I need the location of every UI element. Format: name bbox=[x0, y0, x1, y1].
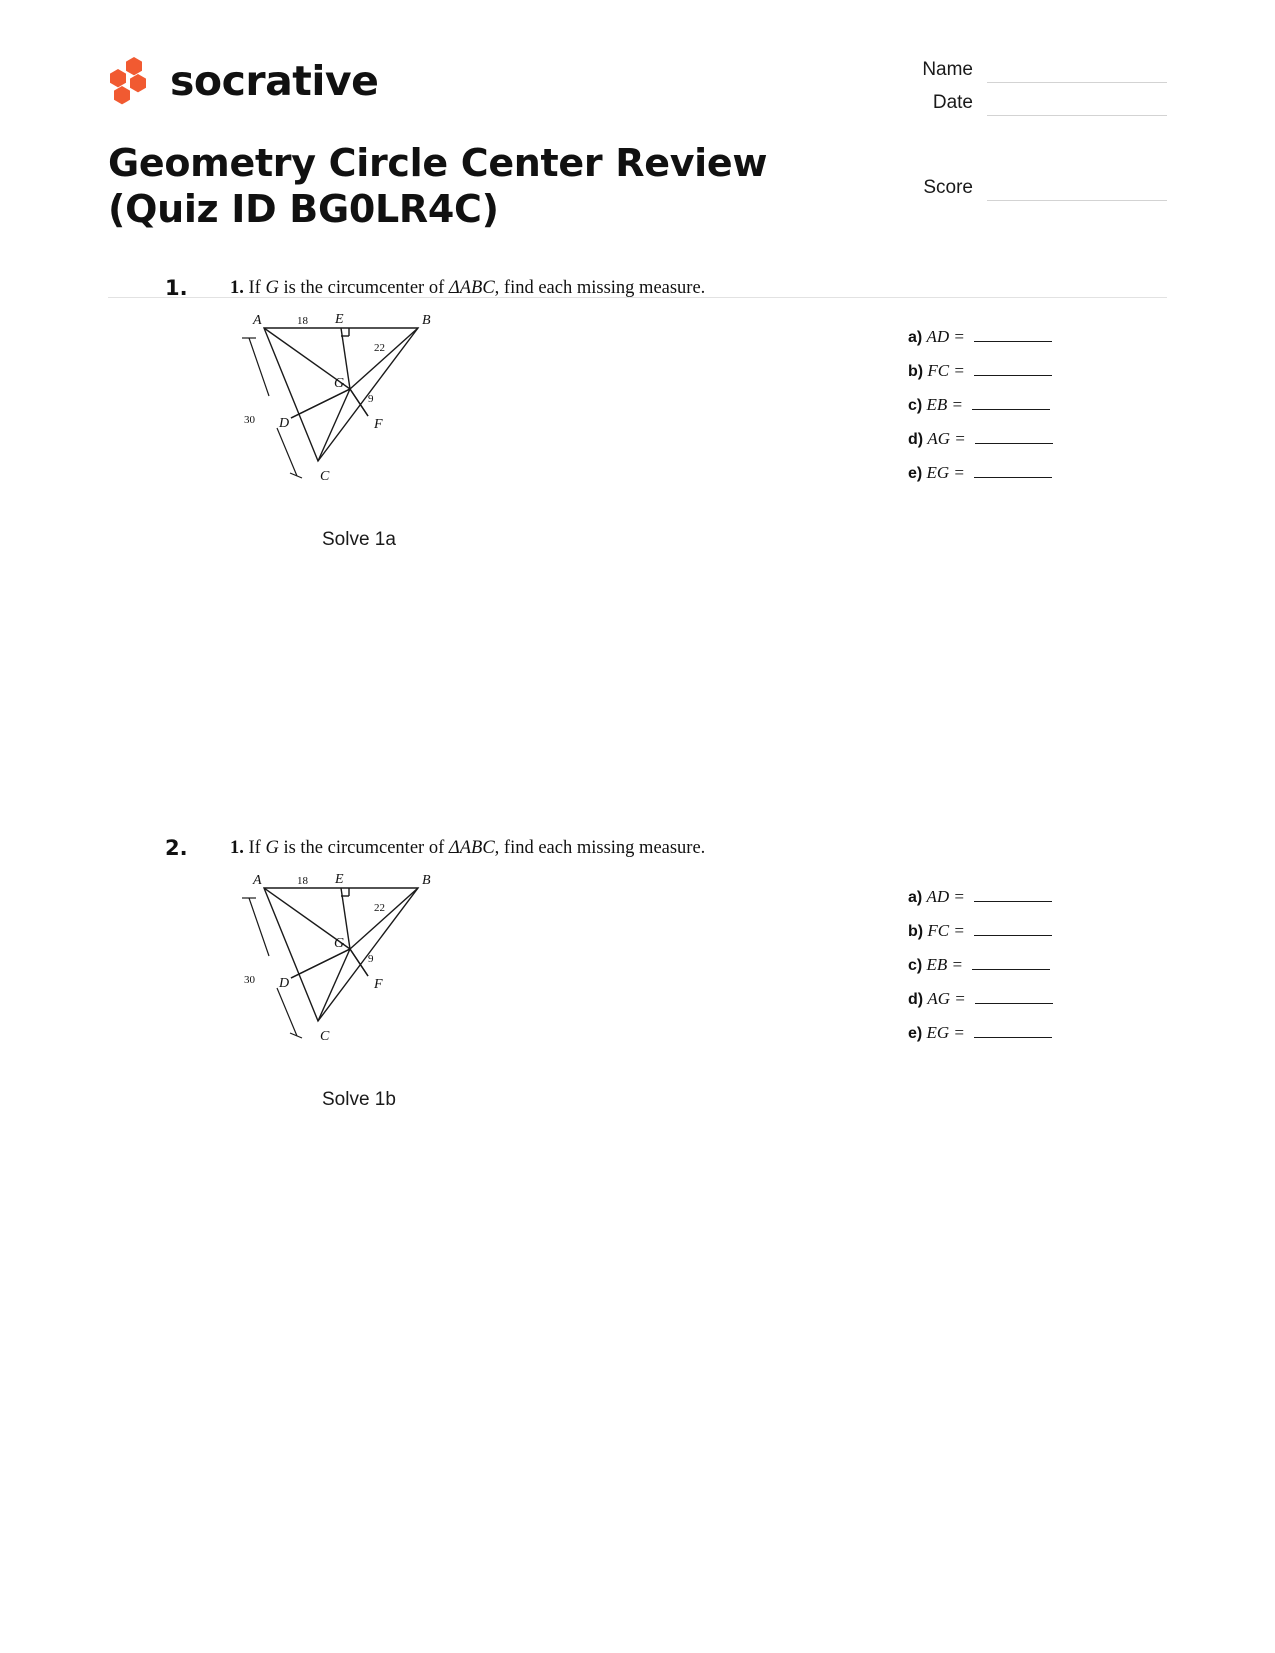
prompt-number: 1. bbox=[230, 838, 244, 858]
answer-item bbox=[908, 888, 1053, 906]
question-body bbox=[230, 276, 1167, 551]
page-title: Geometry Circle Center Review (Quiz ID BG0LR4C) bbox=[108, 141, 768, 232]
answer-letter: d) bbox=[908, 991, 924, 1009]
prompt-text-2: is the circumcenter of bbox=[278, 838, 449, 858]
figure-label-D: D bbox=[279, 416, 290, 432]
answers-list bbox=[908, 328, 1053, 498]
figure-measure-22: 22 bbox=[374, 902, 385, 915]
answer-item bbox=[908, 922, 1053, 940]
solve-label: Solve 1a bbox=[322, 529, 396, 551]
question-number: 2. bbox=[165, 836, 188, 860]
answer-blank[interactable] bbox=[974, 464, 1052, 478]
circumcenter-triangle-figure bbox=[222, 306, 462, 486]
prompt-text-1: If bbox=[243, 278, 266, 298]
answer-blank[interactable] bbox=[974, 888, 1052, 902]
question-content bbox=[230, 306, 1167, 501]
answer-blank[interactable] bbox=[974, 362, 1052, 376]
meta-fields bbox=[877, 60, 1167, 211]
figure-measure-9: 9 bbox=[368, 393, 374, 406]
question-block bbox=[108, 276, 1167, 836]
figure-measure-30: 30 bbox=[244, 974, 255, 987]
answer-letter: b) bbox=[908, 363, 924, 381]
questions-list bbox=[108, 240, 1167, 1396]
figure-measure-9: 9 bbox=[368, 953, 374, 966]
figure-measure-18: 18 bbox=[297, 315, 308, 328]
name-field-input[interactable] bbox=[987, 60, 1167, 83]
answer-letter: b) bbox=[908, 923, 924, 941]
brand-logo bbox=[108, 55, 378, 107]
answers-list bbox=[908, 888, 1053, 1058]
answer-blank[interactable] bbox=[975, 990, 1053, 1004]
figure-measure-30: 30 bbox=[244, 414, 255, 427]
answer-expression: EG = bbox=[926, 1023, 965, 1043]
answer-letter: c) bbox=[908, 957, 923, 975]
name-field-label: Name bbox=[922, 59, 973, 81]
figure-label-A: A bbox=[253, 313, 262, 329]
answer-letter: e) bbox=[908, 465, 923, 483]
prompt-variable: G bbox=[265, 278, 279, 298]
question-body bbox=[230, 836, 1167, 1111]
answer-expression: AG = bbox=[927, 989, 966, 1009]
prompt-text-2: is the circumcenter of bbox=[278, 278, 449, 298]
answer-letter: e) bbox=[908, 1025, 923, 1043]
answer-expression: AG = bbox=[927, 429, 966, 449]
date-field-input[interactable] bbox=[987, 93, 1167, 116]
question-number: 1. bbox=[165, 276, 188, 300]
answer-item bbox=[908, 1024, 1053, 1042]
figure-label-A: A bbox=[253, 873, 262, 889]
figure-label-D: D bbox=[279, 976, 290, 992]
answer-item bbox=[908, 956, 1053, 974]
answer-letter: c) bbox=[908, 397, 923, 415]
answer-item bbox=[908, 990, 1053, 1008]
figure-label-E: E bbox=[335, 872, 344, 888]
answer-expression: EB = bbox=[926, 395, 963, 415]
solve-label: Solve 1b bbox=[322, 1089, 396, 1111]
question-block bbox=[108, 836, 1167, 1396]
brand-name: socrative bbox=[170, 56, 379, 105]
score-field-label: Score bbox=[923, 177, 973, 199]
prompt-triangle: ΔABC bbox=[448, 838, 495, 858]
answer-letter: d) bbox=[908, 431, 924, 449]
figure-measure-18: 18 bbox=[297, 875, 308, 888]
answer-expression: EG = bbox=[926, 463, 965, 483]
figure-label-G: G bbox=[334, 376, 345, 392]
prompt-variable: G bbox=[265, 838, 279, 858]
answer-blank[interactable] bbox=[974, 922, 1052, 936]
name-field-row bbox=[877, 60, 1167, 83]
question-content bbox=[230, 866, 1167, 1061]
answer-blank[interactable] bbox=[975, 430, 1053, 444]
answer-expression: FC = bbox=[927, 361, 965, 381]
answer-expression: AD = bbox=[926, 887, 965, 907]
answer-item bbox=[908, 430, 1053, 448]
figure-label-C: C bbox=[320, 1029, 330, 1045]
figure-label-E: E bbox=[335, 312, 344, 328]
date-field-row bbox=[877, 93, 1167, 116]
answer-letter: a) bbox=[908, 889, 923, 907]
answer-expression: AD = bbox=[926, 327, 965, 347]
prompt-text-1: If bbox=[243, 838, 266, 858]
answer-item bbox=[908, 464, 1053, 482]
date-field-label: Date bbox=[932, 92, 973, 114]
answer-blank[interactable] bbox=[974, 1024, 1052, 1038]
figure-label-B: B bbox=[422, 313, 431, 329]
prompt-triangle: ΔABC bbox=[448, 278, 495, 298]
figure-label-B: B bbox=[422, 873, 431, 889]
figure-label-G: G bbox=[334, 936, 345, 952]
score-field-input[interactable] bbox=[987, 178, 1167, 201]
answer-item bbox=[908, 328, 1053, 346]
answer-letter: a) bbox=[908, 329, 923, 347]
question-prompt bbox=[230, 836, 1167, 860]
answer-expression: FC = bbox=[927, 921, 965, 941]
answer-blank[interactable] bbox=[972, 956, 1050, 970]
figure-label-F: F bbox=[374, 417, 383, 433]
prompt-text-3: , find each missing measure. bbox=[494, 278, 706, 298]
answer-expression: EB = bbox=[926, 955, 963, 975]
figure-label-C: C bbox=[320, 469, 330, 485]
answer-blank[interactable] bbox=[974, 328, 1052, 342]
circumcenter-triangle-figure bbox=[222, 866, 462, 1046]
answer-item bbox=[908, 396, 1053, 414]
answer-blank[interactable] bbox=[972, 396, 1050, 410]
figure-measure-22: 22 bbox=[374, 342, 385, 355]
socrative-hexagon-logo-icon bbox=[108, 55, 156, 107]
page-header bbox=[108, 0, 1167, 240]
score-field-row bbox=[877, 178, 1167, 201]
prompt-text-3: , find each missing measure. bbox=[494, 838, 706, 858]
figure-label-F: F bbox=[374, 977, 383, 993]
answer-item bbox=[908, 362, 1053, 380]
question-prompt bbox=[230, 276, 1167, 300]
prompt-number: 1. bbox=[230, 278, 244, 298]
